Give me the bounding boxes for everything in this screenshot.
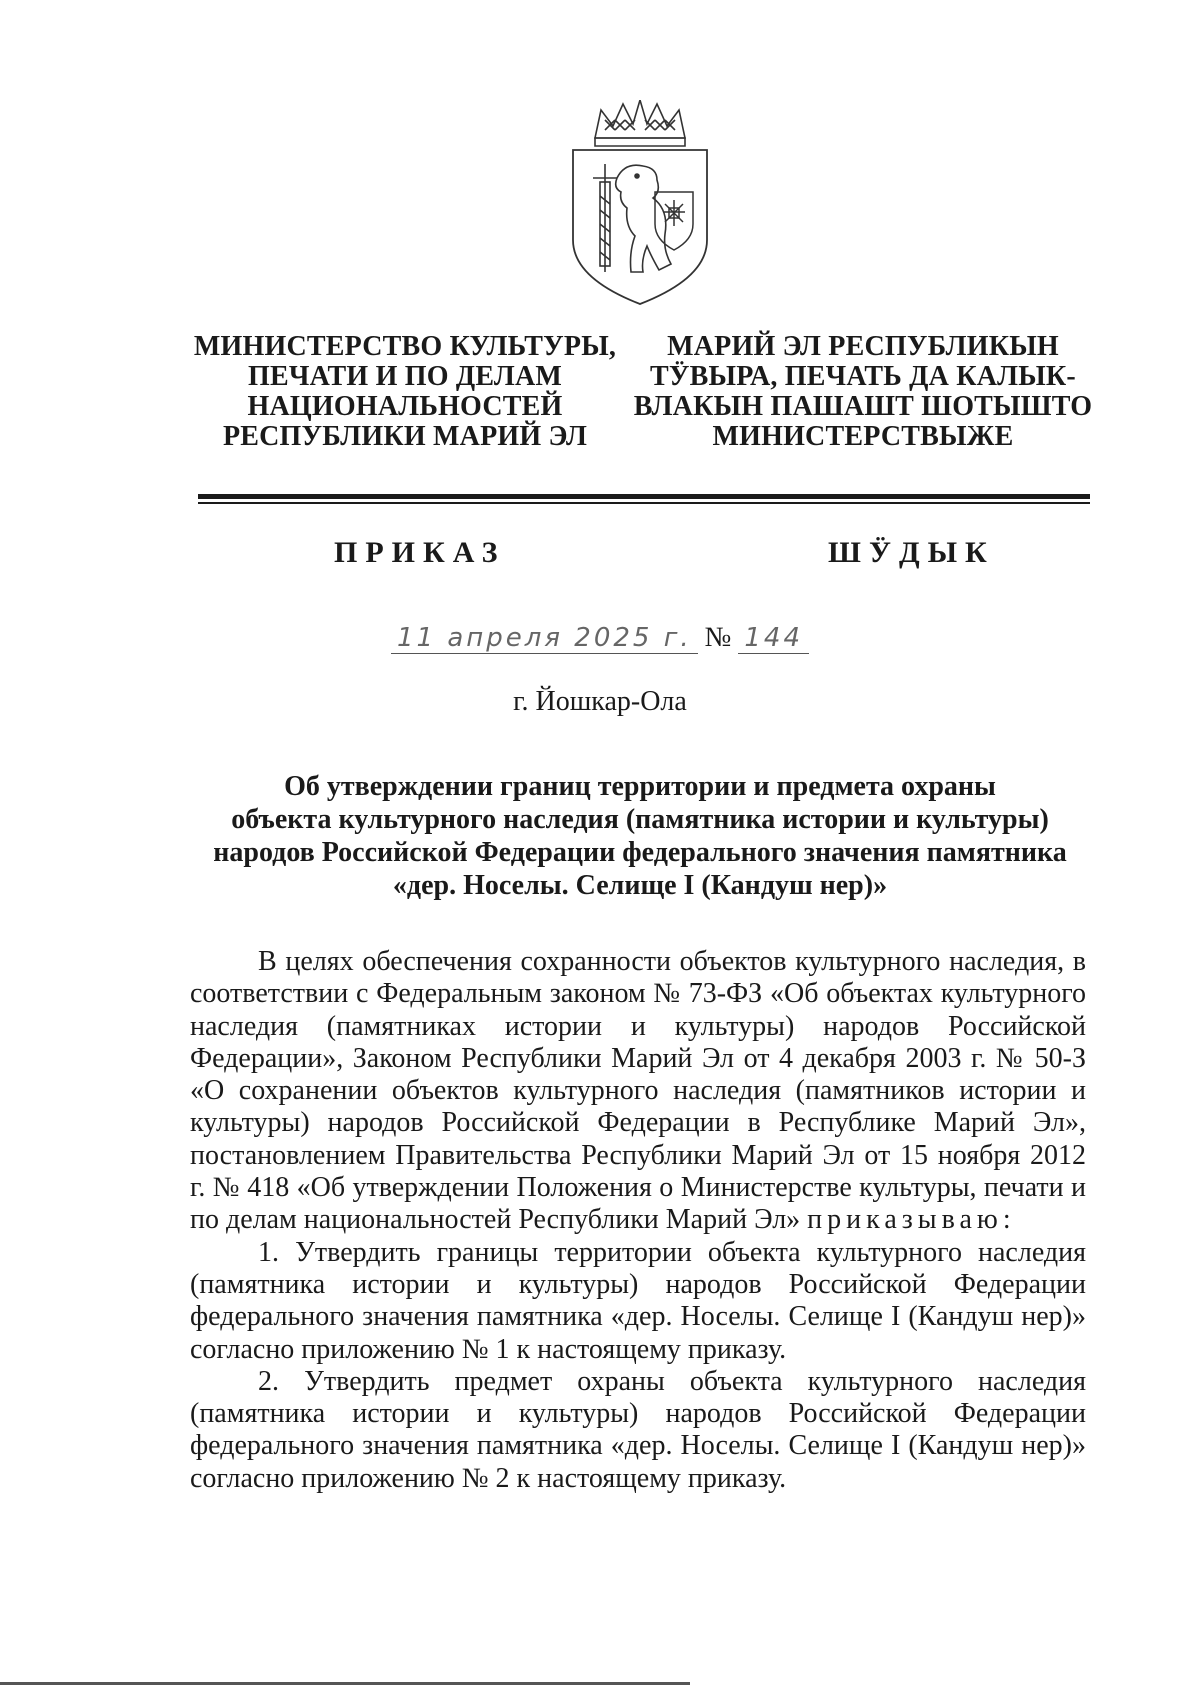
document-title-line: объекта культурного наследия (памятника истории и культуры) bbox=[231, 804, 1049, 835]
order-title-russian: ПРИКАЗ bbox=[334, 536, 506, 569]
ministry-name-line: НАЦИОНАЛЬНОСТЕЙ bbox=[247, 391, 563, 422]
order-item: 2. Утвердить предмет охраны объекта культурного наследия (памятника истории и культуры) народов Российской Федерации федерального значения памятника «дер. Носелы. Селище I (Кандуш нер)» согласно приложению № 2 к настоящему приказу. bbox=[190, 1365, 1086, 1494]
document-title-line: «дер. Носелы. Селище I (Кандуш нер)» bbox=[392, 870, 888, 901]
ministry-name-line: МАРИЙ ЭЛ РЕСПУБЛИКЫН bbox=[667, 331, 1059, 362]
ministry-name-line: ПЕЧАТИ И ПО ДЕЛАМ bbox=[247, 361, 563, 392]
coat-of-arms-svg bbox=[565, 100, 715, 310]
command-word: приказываю: bbox=[807, 1204, 1016, 1236]
preamble-paragraph bbox=[190, 946, 1086, 1237]
order-title-mari: ШӰДЫК bbox=[828, 536, 995, 569]
ministry-name-line: МИНИСТЕРСТВО КУЛЬТУРЫ, bbox=[193, 331, 617, 362]
document-title-line: Об утверждении границ территории и предмета охраны bbox=[284, 771, 996, 802]
coat-of-arms-icon bbox=[565, 100, 715, 310]
document-title-line: народов Российской Федерации федерального значения памятника bbox=[213, 837, 1067, 868]
number-sign: № bbox=[704, 622, 732, 653]
ministry-name-line: РЕСПУБЛИКИ МАРИЙ ЭЛ bbox=[222, 421, 588, 452]
ministry-name-russian bbox=[186, 332, 624, 452]
preamble-text: В целях обеспечения сохранности объектов культурного наследия, в соответствии с Федеральным законом № 73-ФЗ «Об объектах культурного наследия (памятниках истории и культуры) народов Российской Федерации», Законом Республики Марий Эл от 4 декабря 2003 г. № 50-З «О сохранении объектов культурного наследия (памятников истории и культуры) народов Российской Федерации в Республике Марий Эл», постановлением Правительства Республики Марий Эл от 15 ноября 2012 г. № 418 «Об утверждении Положения о Министерстве культуры, печати и по делам национальностей Республики Марий Эл» bbox=[190, 946, 1086, 1236]
ministry-name-mari bbox=[628, 332, 1098, 452]
order-date-number bbox=[0, 622, 1200, 654]
scan-artifact-line bbox=[0, 1682, 690, 1685]
handwritten-number: 144 bbox=[738, 623, 809, 654]
order-item: 1. Утвердить границы территории объекта культурного наследия (памятника истории и культуры) народов Российской Федерации федерального значения памятника «дер. Носелы. Селище I (Кандуш нер)» согласно приложению № 1 к настоящему приказу. bbox=[190, 1236, 1086, 1365]
header-divider-thick bbox=[198, 494, 1090, 499]
ministry-name-line: МИНИСТЕРСТВЫЖЕ bbox=[712, 421, 1014, 452]
ministry-name-line: ВЛАКЫН ПАШАШТ ШОТЫШТО bbox=[633, 391, 1093, 422]
ministry-name-line: ТӰВЫРА, ПЕЧАТЬ ДА КАЛЫК- bbox=[650, 361, 1076, 392]
city-name: г. Йошкар-Ола bbox=[513, 686, 687, 717]
document-body bbox=[190, 946, 1086, 1495]
header-divider-thin bbox=[198, 502, 1090, 504]
handwritten-date: 11 апреля 2025 г. bbox=[391, 623, 698, 654]
document-title bbox=[190, 770, 1090, 902]
